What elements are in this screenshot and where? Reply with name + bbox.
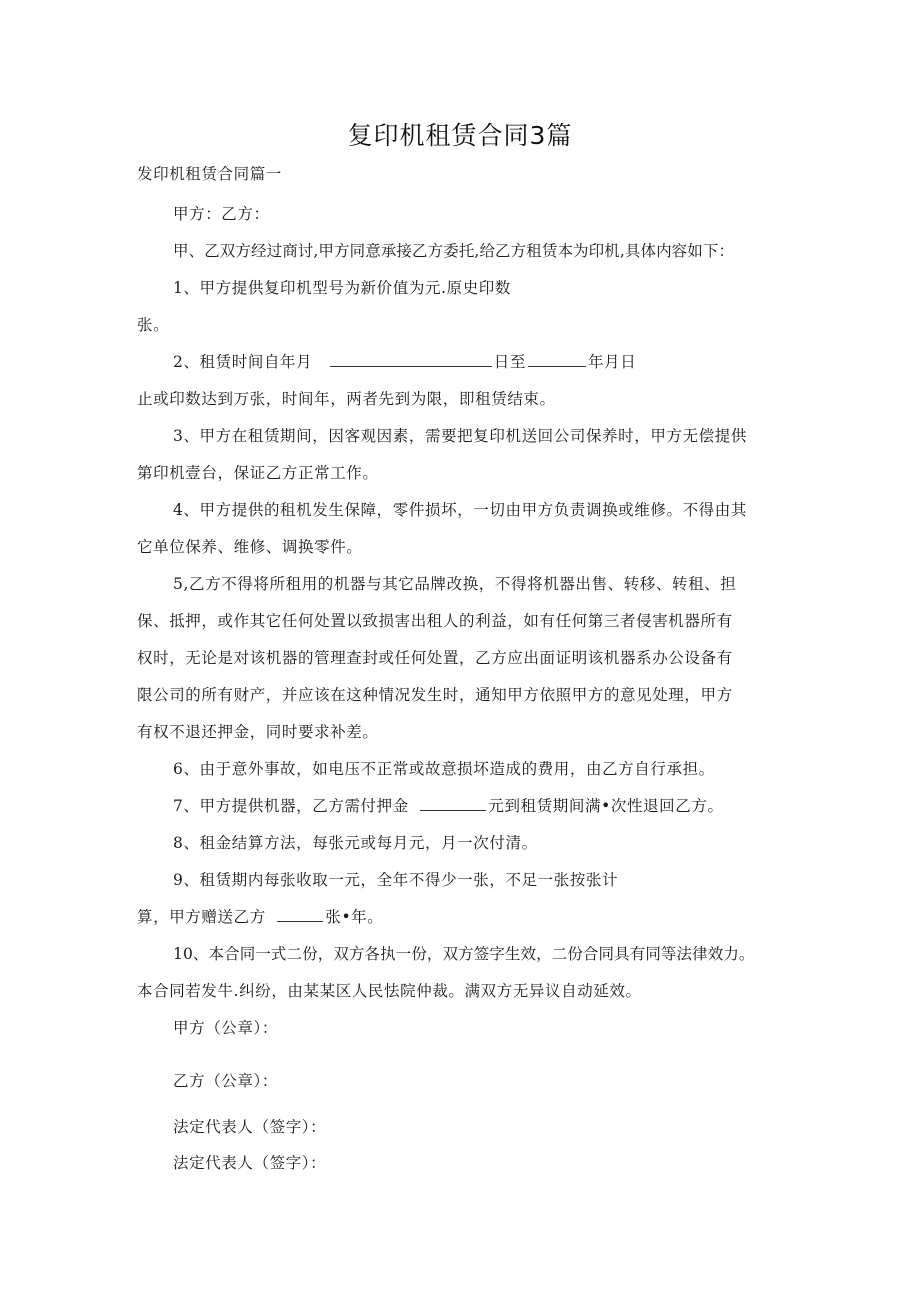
clause-2-line-2: 止或印数达到万张，时间年，两者先到为限，即租赁结束。 — [137, 390, 556, 408]
intro-paragraph: 甲、乙双方经过商讨,甲方同意承接乙方委托,给乙方租赁本为印机,具体内容如下： — [173, 242, 735, 260]
clause-2-text-b: 日至 — [493, 353, 526, 371]
clause-1-line-1: 1、甲方提供复印机型号为新价值为元.原史印数 — [173, 279, 511, 297]
section-heading: 发印机租赁合同篇一 — [137, 165, 282, 183]
signature-representative-1: 法定代表人（签字）： — [173, 1118, 327, 1136]
document-title: 复印机租赁合同3篇 — [347, 121, 573, 150]
clause-2-line-1 — [173, 351, 636, 373]
clause-9-text-b: 张•年。 — [325, 908, 384, 926]
clause-5-line-2: 保、抵押，或作其它任何处置以致损害出租人的利益，如有任何第三者侵害机器所有 — [137, 612, 733, 630]
clause-4-line-1: 4、甲方提供的租机发生保障，零件损坏，一切由甲方负责调换或维修。不得由其 — [173, 501, 747, 519]
clause-10-line-2: 本合同若发牛.纠纷，由某某区人民怯院仲裁。满双方无异议自动延效。 — [137, 982, 642, 1000]
blank-field — [528, 352, 586, 367]
clause-5-line-1: 5,乙方不得将所租用的机器与其它品牌改换，不得将机器出售、转移、转租、担 — [173, 575, 737, 593]
clause-1-line-2: 张。 — [137, 316, 170, 334]
blank-field — [330, 352, 492, 367]
clause-4-line-2: 它单位保养、维修、调换零件。 — [137, 538, 363, 556]
clause-5-line-3: 权时，无论是对该机器的管理查封或任何处置，乙方应出面证明该机器系办公设备有 — [137, 649, 733, 667]
blank-field — [277, 907, 323, 922]
clause-2-text-a: 2、租赁时间自年月 — [173, 353, 313, 371]
blank-field — [420, 796, 486, 811]
clause-8: 8、租金结算方法，每张元或每月元，月一次付清。 — [173, 834, 538, 852]
clause-7-text-a: 7、甲方提供机器，乙方需付押金 — [173, 797, 409, 815]
clause-9-line-1: 9、租赁期内每张收取一元，全年不得少一张，不足一张按张计 — [173, 871, 619, 889]
clause-9-text-a: 算，甲方赠送乙方 — [137, 908, 266, 926]
signature-representative-2: 法定代表人（签字）： — [173, 1154, 327, 1172]
parties-line: 甲方：乙方： — [173, 205, 270, 223]
clause-10-line-1: 10、本合同一式二份，双方各执一份，双方签字生效，二份合同具有同等法律效力。 — [173, 945, 755, 963]
clause-2-text-c: 年月日 — [588, 353, 637, 371]
clause-5-line-5: 有权不退还押金，同时要求补差。 — [137, 723, 379, 741]
clause-7 — [173, 795, 724, 817]
clause-9-line-2 — [137, 906, 383, 928]
signature-party-b: 乙方（公章）： — [173, 1072, 278, 1090]
clause-5-line-4: 限公司的所有财产，并应该在这种情况发生时，通知甲方依照甲方的意见处理，甲方 — [137, 686, 733, 704]
clause-7-text-b: 元到租赁期间满•次性退回乙方。 — [488, 797, 724, 815]
signature-party-a: 甲方（公章）： — [173, 1019, 278, 1037]
clause-3-line-1: 3、甲方在租赁期间，因客观因素，需要把复印机送回公司保养时，甲方无偿提供 — [173, 427, 747, 445]
clause-3-line-2: 第印机壹台，保证乙方正常工作。 — [137, 464, 379, 482]
clause-6: 6、由于意外事故，如电压不正常或故意损坏造成的费用，由乙方自行承担。 — [173, 760, 715, 778]
